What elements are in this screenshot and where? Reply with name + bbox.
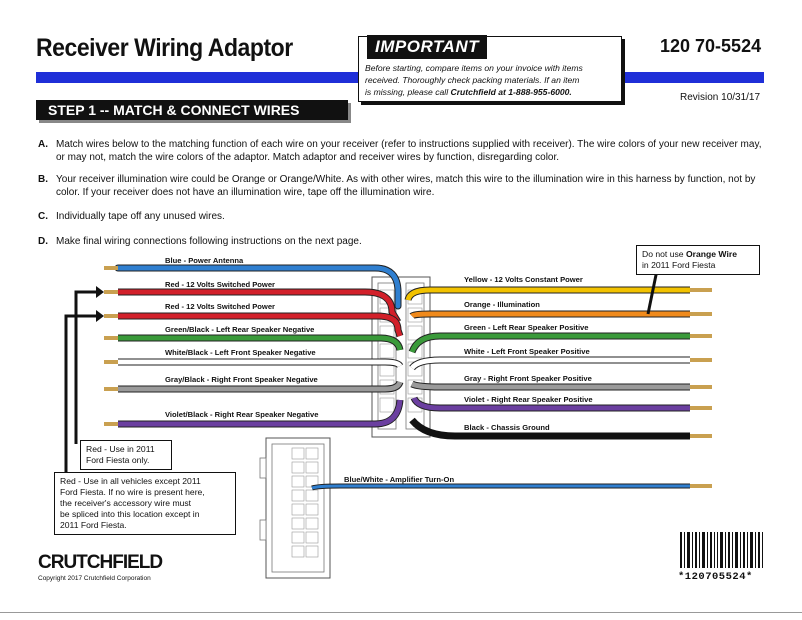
callout-red-all-line-5: 2011 Ford Fiesta. xyxy=(60,520,127,530)
wire-label-violet: Violet - Right Rear Speaker Positive xyxy=(464,395,593,404)
instruction-text: Make final wiring connections following instructions on the next page. xyxy=(56,236,362,247)
wire-label-red-switched-1: Red - 12 Volts Switched Power xyxy=(165,280,275,289)
wire-label-black: Black - Chassis Ground xyxy=(464,423,550,432)
arrowheads xyxy=(96,286,104,322)
barcode-number: *120705524* xyxy=(678,571,753,583)
wire-label-white: White - Left Front Speaker Positive xyxy=(464,347,590,356)
revision-label: Revision 10/31/17 xyxy=(680,92,761,103)
wire-label-green: Green - Left Rear Speaker Positive xyxy=(464,323,589,332)
wire-label-orange: Orange - Illumination xyxy=(464,300,540,309)
callout-red-fiesta xyxy=(80,440,172,470)
instruction-text: Match wires below to the matching function of each wire on your receiver (refer to instructions supplied with receiver). The wire colors of your new receiver may, or may not, match the wire colors of the adaptor. Match adaptor and receiver wires by function, disregarding color. xyxy=(56,139,762,163)
wire-label-green-black: Green/Black - Left Rear Speaker Negative xyxy=(165,325,315,334)
wire-label-white-black: White/Black - Left Front Speaker Negative xyxy=(165,348,316,357)
callout-orange-pre: Do not use xyxy=(642,249,686,259)
callout-orange-post: in 2011 Ford Fiesta xyxy=(642,260,716,270)
bottom-rule xyxy=(0,612,802,613)
wire-label-gray: Gray - Right Front Speaker Positive xyxy=(464,374,592,383)
instruction-text: Individually tape off any unused wires. xyxy=(56,211,225,222)
left-wire-tips xyxy=(104,266,118,426)
callout-red-all-vehicles xyxy=(54,472,236,535)
amplifier-connector xyxy=(260,438,330,578)
important-line-1: Before starting, compare items on your invoice with items xyxy=(365,63,583,73)
callout-red-all-line-2: Ford Fiesta. If no wire is present here, xyxy=(60,487,205,497)
wire-label-gray-black: Gray/Black - Right Front Speaker Negative xyxy=(165,375,318,384)
wire-label-red-switched-2: Red - 12 Volts Switched Power xyxy=(165,302,275,311)
instruction-text: Your receiver illumination wire could be Orange or Orange/White. As with other wires, match this wire to the illumination wire in this harness by function, not by color. If your receiver does not have an illumination wire, tape off the illumination wire. xyxy=(56,174,756,198)
instruction-letter: D. xyxy=(38,236,48,247)
callout-orange-fiesta xyxy=(636,245,760,275)
wire-white-black xyxy=(118,362,400,366)
copyright-text: Copyright 2017 Crutchfield Corporation xyxy=(38,575,151,582)
wire-yellow-constant xyxy=(408,290,690,300)
instruction-letter: B. xyxy=(38,174,48,185)
crutchfield-logo: CRUTCHFIELD xyxy=(38,552,163,573)
important-phone: Crutchfield at 1-888-955-6000. xyxy=(450,87,572,97)
important-line-2: received. Thoroughly check packing materials. If an item xyxy=(365,75,580,85)
callout-red-fiesta-line-1: Red - Use in 2011 xyxy=(86,444,155,454)
right-wire-tips xyxy=(690,288,712,438)
callout-orange-bold: Orange Wire xyxy=(685,249,737,259)
wire-label-amp-turn-on: Blue/White - Amplifier Turn-On xyxy=(344,475,455,484)
wire-black-ground xyxy=(412,420,690,436)
callout-red-all-line-4: be spliced into this location except in xyxy=(60,509,200,519)
callout-red-fiesta-line-2: Ford Fiesta only. xyxy=(86,455,150,465)
wire-label-violet-black: Violet/Black - Right Rear Speaker Negative xyxy=(165,410,319,419)
page-title: Receiver Wiring Adaptor xyxy=(36,34,293,62)
part-number: 120 70-5524 xyxy=(660,36,762,56)
wire-blue-white-amp xyxy=(312,484,712,488)
important-line-3: is missing, please call xyxy=(365,87,451,97)
wire-gray-positive xyxy=(412,384,690,387)
instruction-letter: A. xyxy=(38,139,48,150)
instruction-letter: C. xyxy=(38,211,48,222)
callout-red-all-line-1: Red - Use in all vehicles except 2011 xyxy=(60,476,201,486)
important-heading: IMPORTANT xyxy=(367,35,487,59)
wire-label-yellow: Yellow - 12 Volts Constant Power xyxy=(464,275,583,284)
wire-orange-illumination xyxy=(412,314,690,316)
wire-label-blue-antenna: Blue - Power Antenna xyxy=(165,256,244,265)
step-heading: STEP 1 -- MATCH & CONNECT WIRES xyxy=(36,100,348,120)
callout-red-all-line-3: the receiver's accessory wire must xyxy=(60,498,192,508)
wire-white-positive xyxy=(412,360,690,368)
barcode xyxy=(680,532,763,568)
